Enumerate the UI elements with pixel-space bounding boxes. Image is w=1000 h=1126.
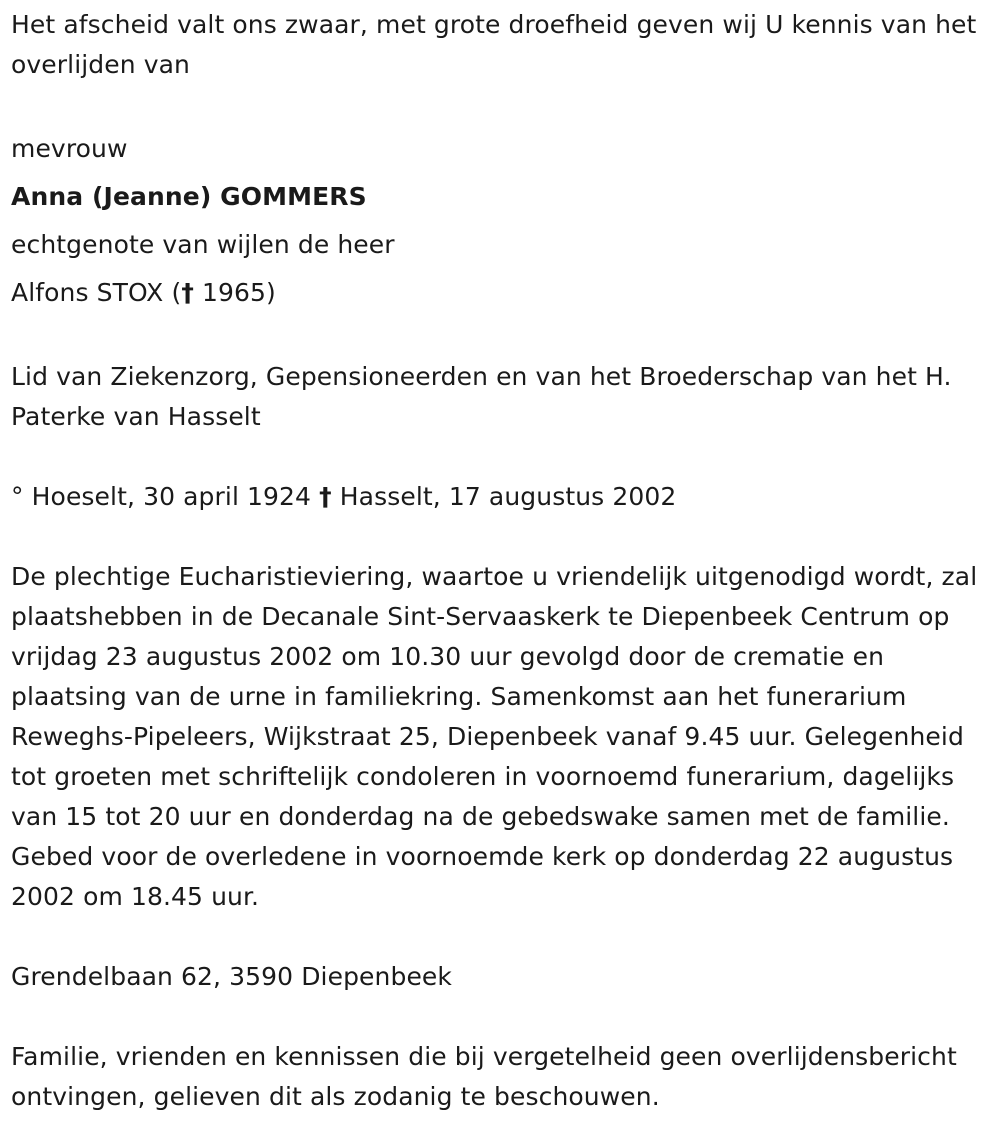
life-dates	[11, 477, 996, 517]
death-info: Hasselt, 17 augustus 2002	[339, 482, 677, 511]
spacer	[11, 517, 996, 557]
spacer	[11, 917, 996, 957]
deceased-name: Anna (Jeanne) GOMMERS	[11, 182, 367, 211]
address: Grendelbaan 62, 3590 Diepenbeek	[11, 962, 452, 991]
intro-paragraph: Het afscheid valt ons zwaar, met grote droefheid geven wij U kennis van het overlijden van	[11, 10, 977, 79]
ceremony-paragraph: De plechtige Eucharistieviering, waartoe u vriendelijk uitgenodigd wordt, zal plaatshebben in de Decanale Sint-Servaaskerk te Diepenbeek Centrum op vrijdag 23 augustus 2002 om 10.30 uur gevolgd door de crematie en plaatsing van de urne in familiekring. Samenkomst aan het funerarium Reweghs-Pipeleers, Wijkstraat 25, Diepenbeek vanaf 9.45 uur. Gelegenheid tot groeten met schriftelijk condoleren in voornoemd funerarium, dagelijks van 15 tot 20 uur en donderdag na de gebedswake samen met de familie. Gebed voor de overledene in voornoemde kerk op donderdag 22 augustus 2002 om 18.45 uur.	[11, 562, 978, 911]
spacer	[11, 317, 996, 357]
spouse-death-year: 1965)	[193, 278, 276, 307]
spacer	[11, 85, 996, 125]
spacer	[11, 437, 996, 477]
spacer	[11, 997, 996, 1037]
spouse-line	[11, 269, 996, 317]
obituary-notice	[11, 5, 996, 1117]
cross-icon: †	[181, 278, 194, 307]
spouse-name: Alfons STOX (	[11, 278, 182, 307]
memberships-paragraph: Lid van Ziekenzorg, Gepensioneerden en van het Broederschap van het H. Paterke van Hasselt	[11, 362, 952, 431]
cross-icon: †	[319, 482, 332, 511]
spouse-relation: echtgenote van wijlen de heer	[11, 230, 395, 259]
closing-paragraph: Familie, vrienden en kennissen die bij vergetelheid geen overlijdensbericht ontvingen, gelieven dit als zodanig te beschouwen.	[11, 1042, 957, 1111]
title-prefix: mevrouw	[11, 134, 128, 163]
birth-info: ° Hoeselt, 30 april 1924	[11, 482, 312, 511]
